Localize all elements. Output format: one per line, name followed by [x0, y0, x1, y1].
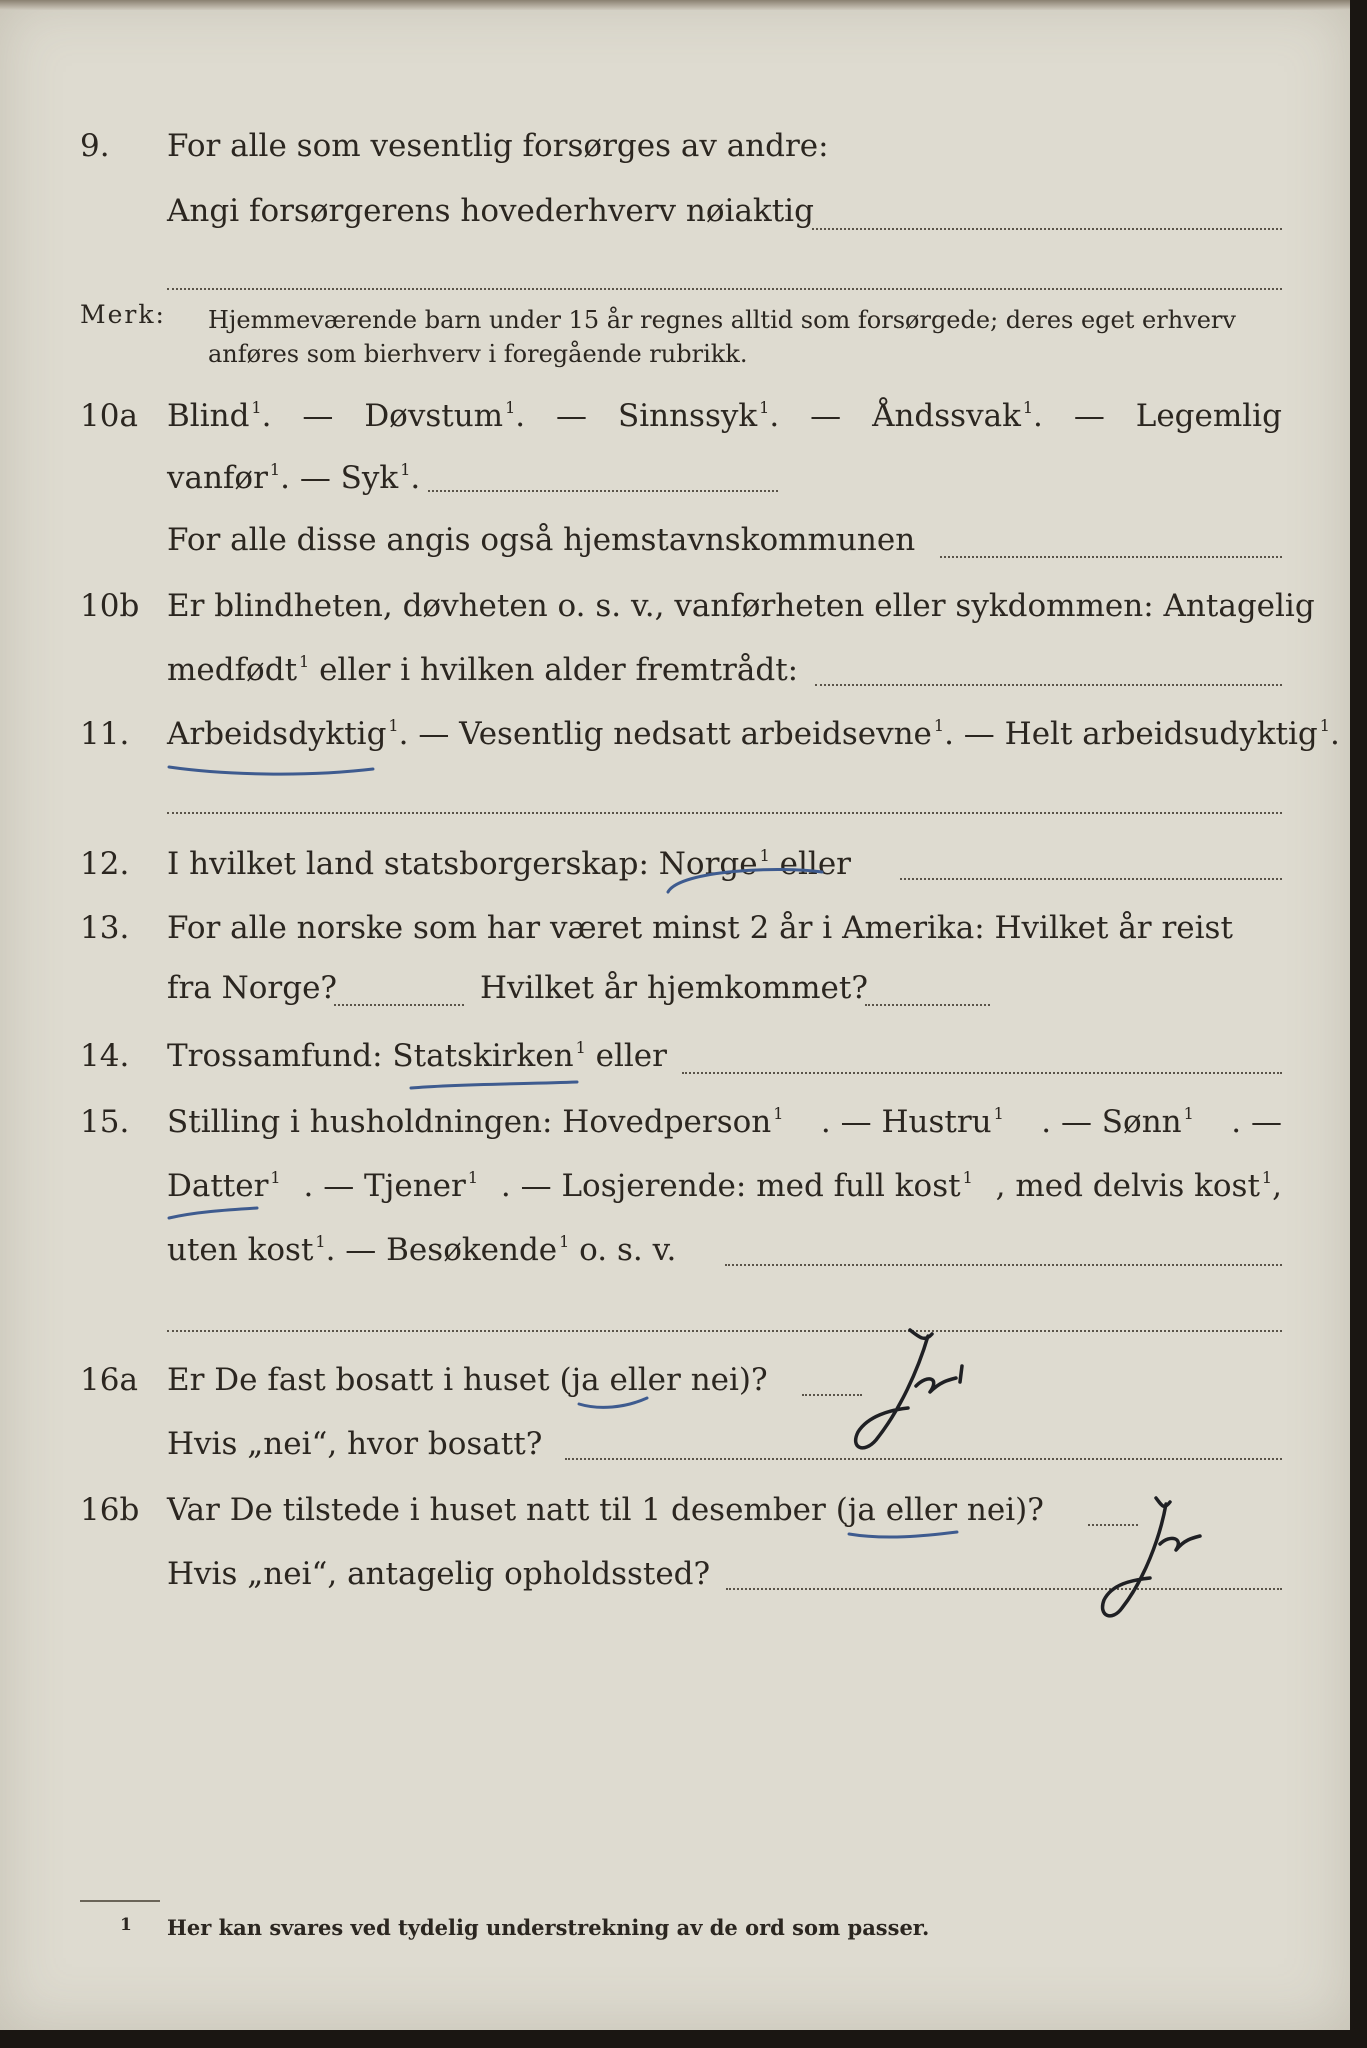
footnote-mark: 1 — [120, 1915, 132, 1935]
q9-line1 — [0, 128, 1350, 176]
q14-number: 14. — [80, 1038, 130, 1074]
q15-answer-field-2[interactable] — [167, 1330, 1282, 1332]
opt-delvis-kost[interactable]: , med delvis kost — [995, 1168, 1260, 1204]
q13-line1 — [0, 910, 1350, 958]
q15-line3 — [0, 1232, 1350, 1280]
q16a-line1 — [0, 1362, 1350, 1410]
q10b-age-field[interactable] — [815, 684, 1282, 686]
q10b-line2 — [0, 652, 1350, 700]
q14-text: Trossamfund: Statskirken $^1$ eller — [167, 1038, 667, 1074]
opt-statskirken[interactable]: Statskirken — [392, 1038, 574, 1074]
opt-full-kost[interactable]: . — Losjerende: med full kost — [500, 1168, 961, 1204]
dash: — — [810, 398, 842, 434]
q16a-number: 16a — [80, 1362, 138, 1398]
q10a-home-label: For alle disse angis også hjemstavnskommunen — [167, 522, 916, 558]
q9-answer-field[interactable] — [812, 228, 1282, 230]
q13-departure-field[interactable] — [334, 1004, 464, 1006]
underline-datter — [165, 1200, 265, 1226]
dash: — — [302, 398, 334, 434]
q11-answer-field[interactable] — [167, 812, 1282, 814]
q10a-line2 — [0, 460, 1350, 508]
footnote-text: Her kan svares ved tydelig understrekning av de ord som passer. — [167, 1915, 930, 1940]
underline-ja-16a — [575, 1390, 655, 1416]
q10a-home-field[interactable] — [940, 556, 1282, 558]
q10a-syk-field[interactable] — [428, 490, 778, 492]
opt-andssvak[interactable]: Åndssvak $^1$. — [872, 398, 1043, 434]
underline-ja-16b — [845, 1520, 965, 1544]
q16a-where-label: Hvis „nei“, hvor bosatt? — [167, 1426, 543, 1462]
underline-arbeidsdyktig — [165, 755, 385, 785]
q10a-line2-text: vanfør $^1$. — Syk $^1$. — [167, 460, 421, 496]
q10a-number: 10a — [80, 398, 138, 434]
opt-syk[interactable]: . — Syk — [280, 460, 399, 496]
opt-uten-kost[interactable]: uten kost — [167, 1232, 314, 1268]
q14-line — [0, 1038, 1350, 1086]
opt-sonn[interactable]: . — Sønn — [1041, 1104, 1182, 1140]
q13-line2 — [0, 970, 1350, 1018]
footnote-rule — [80, 1900, 160, 1902]
opt-hovedperson[interactable]: Stilling i husholdningen: Hovedperson — [167, 1104, 772, 1140]
q9-provider-label: Angi forsørgerens hovederhverv nøiaktig — [167, 193, 814, 229]
q9-line2 — [0, 193, 1350, 241]
opt-datter[interactable]: Datter — [167, 1168, 269, 1204]
underline-statskirken — [405, 1062, 585, 1096]
opt-hustru[interactable]: . — Hustru — [820, 1104, 992, 1140]
opt-medfodt[interactable]: medfødt — [167, 652, 298, 688]
q15-number: 15. — [80, 1104, 130, 1140]
q15-answer-field[interactable] — [725, 1264, 1282, 1266]
q12-answer-field[interactable] — [900, 878, 1282, 880]
q11-options: Arbeidsdyktig $^1$. — Vesentlig nedsatt arbeidsevne $^1$. — Helt arbeidsudyktig $^1$. — [167, 716, 1340, 752]
note-line1: Hjemmeværende barn under 15 år regnes alltid som forsørgede; deres eget erhverv — [208, 306, 1236, 334]
handwritten-ja-16b — [1060, 1490, 1220, 1630]
q15-line1-options: Stilling i husholdningen: Hovedperson $^1$ . — Hustru $^1$ . — Sønn $^1$ . — — [167, 1104, 1282, 1140]
opt-nedsatt[interactable]: . — Vesentlig nedsatt arbeidsevne — [398, 716, 932, 752]
opt-vanfor[interactable]: vanfør — [167, 460, 268, 496]
dash: — — [556, 398, 588, 434]
bracket-norge — [660, 862, 830, 902]
q13-number: 13. — [80, 910, 130, 946]
q16b-number: 16b — [80, 1492, 140, 1528]
q9-number: 9. — [80, 128, 110, 164]
opt-blind[interactable]: Blind $^1$. — [167, 398, 272, 434]
q13-text: For alle norske som har været minst 2 år i Amerika: Hvilket år reist — [167, 910, 1233, 946]
q10b-line2-text: medfødt $^1$ eller i hvilken alder fremtrådt: — [167, 652, 799, 688]
opt-arbeidsdyktig[interactable]: Arbeidsdyktig — [167, 716, 387, 752]
note-line2: anføres som bierhverv i foregående rubrikk. — [208, 340, 748, 368]
q10b-number: 10b — [80, 588, 140, 624]
opt-besokende[interactable]: . — Besøkende — [325, 1232, 558, 1268]
page-top-edge — [0, 0, 1350, 10]
note-label: Merk: — [80, 300, 166, 329]
q11-number: 11. — [80, 716, 130, 752]
q10b-line1 — [0, 588, 1350, 636]
q10a-line3 — [0, 522, 1350, 570]
dash: — — [1073, 398, 1105, 434]
q9-answer-field-2[interactable] — [167, 288, 1282, 290]
q12-text: I hvilket land statsborgerskap: Norge $^1$ eller — [167, 846, 851, 882]
q13-return-label: Hvilket år hjemkommet? — [480, 970, 868, 1006]
opt-udyktig[interactable]: . — Helt arbeidsudyktig — [944, 716, 1318, 752]
q16a-question: Er De fast bosatt i huset (ja eller nei)? — [167, 1362, 768, 1398]
q14-answer-field[interactable] — [682, 1072, 1282, 1074]
q16b-where-label: Hvis „nei“, antagelig opholdssted? — [167, 1556, 711, 1592]
q15-line3-text: uten kost $^1$. — Besøkende $^1$ o. s. v. — [167, 1232, 677, 1268]
q16a-line2 — [0, 1426, 1350, 1474]
q15-line2-options: Datter $^1$ . — Tjener $^1$ . — Losjerende: med full kost $^1$ , med delvis kost $^1$, — [167, 1168, 1282, 1204]
q9-text: For alle som vesentlig forsørges av andre: — [167, 128, 829, 164]
q10a-options — [167, 398, 1282, 434]
q10b-text: Er blindheten, døvheten o. s. v., vanførheten eller sykdommen: Antagelig — [167, 588, 1315, 624]
q10a-line1 — [0, 398, 1350, 446]
opt-tjener[interactable]: . — Tjener — [303, 1168, 466, 1204]
q15-line1 — [0, 1104, 1350, 1152]
opt-sinnssyk[interactable]: Sinnssyk $^1$. — [617, 398, 780, 434]
q12-number: 12. — [80, 846, 130, 882]
q13-return-field[interactable] — [865, 1004, 990, 1006]
handwritten-ja-16a — [820, 1320, 980, 1460]
opt-dovstum[interactable]: Døvstum $^1$. — [364, 398, 526, 434]
q13-departure-label: fra Norge? — [167, 970, 338, 1006]
q16b-question: Var De tilstede i huset natt til 1 desember (ja eller nei)? — [167, 1492, 1044, 1528]
opt-norge[interactable]: Norge — [658, 846, 758, 882]
opt-legemlig[interactable]: Legemlig — [1135, 398, 1282, 434]
